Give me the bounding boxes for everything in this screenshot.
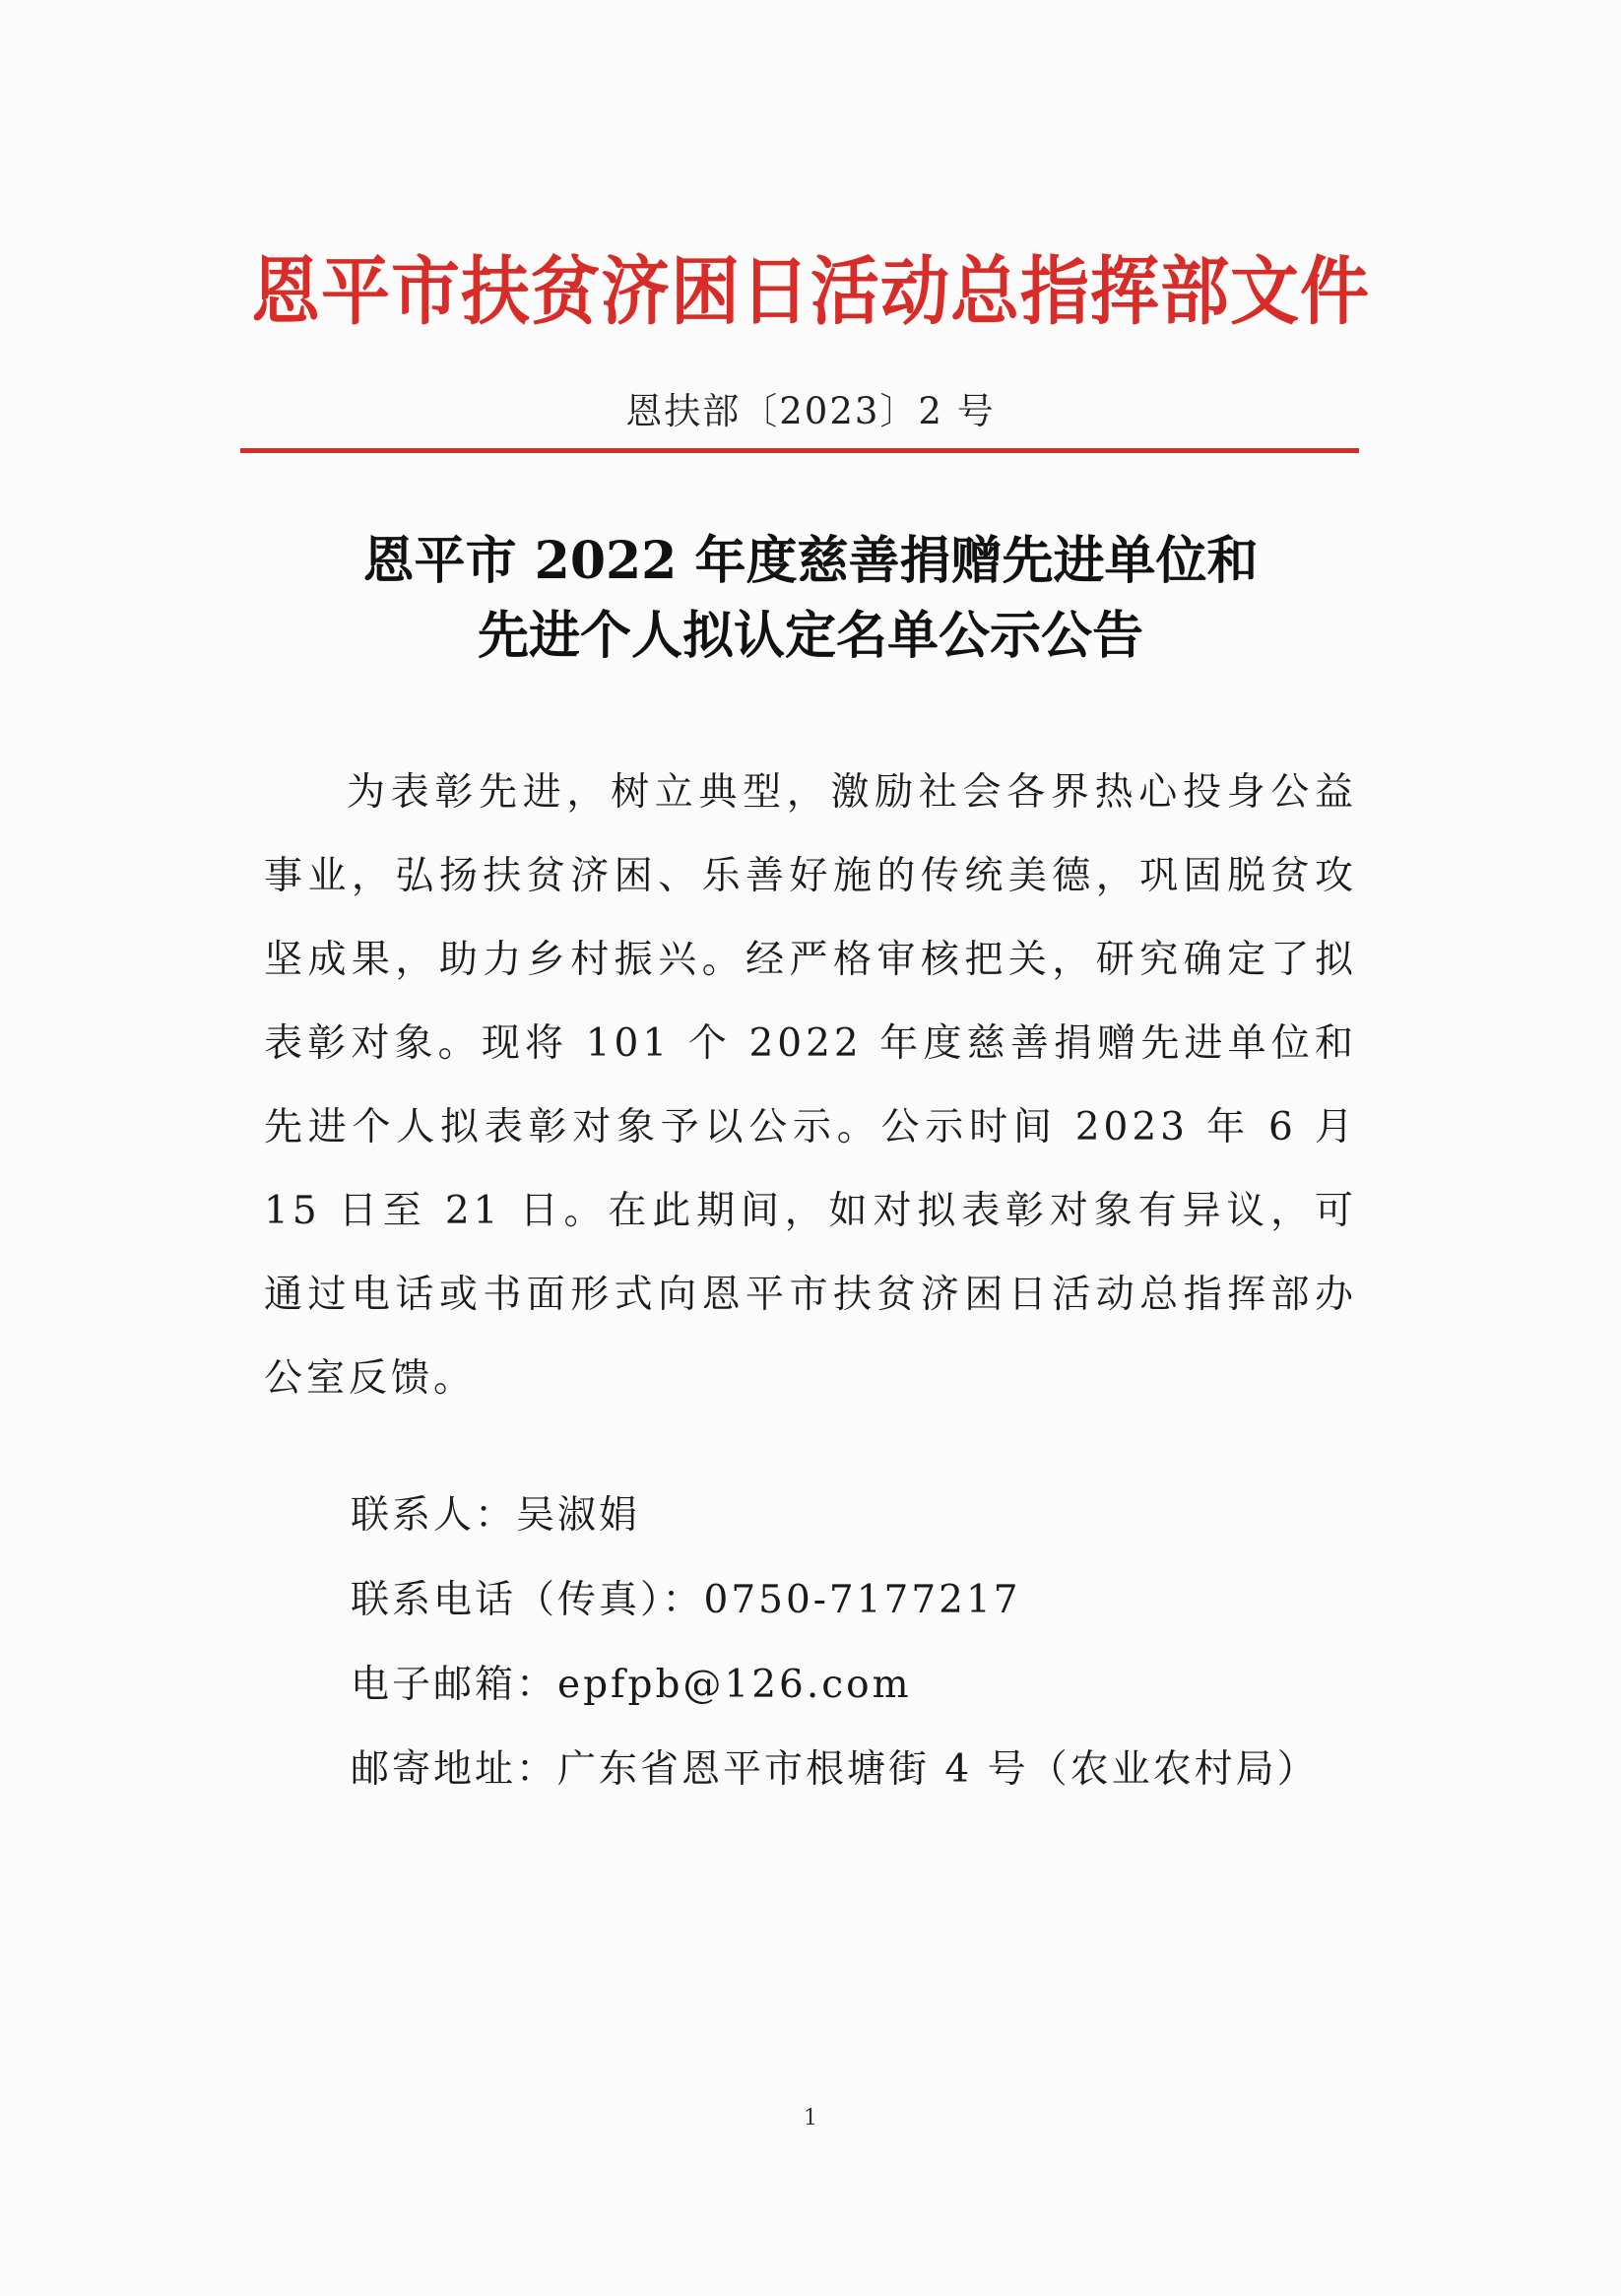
contact-phone: 联系电话（传真）：0750-7177217 (351, 1578, 1021, 1622)
letterhead-title: 恩平市扶贫济困日活动总指挥部文件 (251, 247, 1370, 336)
contact-address: 邮寄地址：广东省恩平市根塘街 4 号（农业农村局） (351, 1747, 1319, 1792)
body-paragraph: 为表彰先进，树立典型，激励社会各界热心投身公益事业，弘扬扶贫济困、乐善好施的传统美德，巩固脱贫攻坚成果，助力乡村振兴。经严格审核把关，研究确定了拟表彰对象。现将 101 个 2022 年度慈善捐赠先进单位和先进个人拟表彰对象予以公示。公示时间 2023 年 6 月 15 日至 21 日。在此期间，如对拟表彰对象有异议，可通过电话或书面形式向恩平市扶贫济困日活动总指挥部办公室反馈。 (264, 770, 1357, 1401)
contact-block (351, 1474, 1335, 1812)
document-number: 恩扶部〔2023〕2 号 (625, 390, 996, 432)
letterhead-red-rule (240, 448, 1359, 453)
title-line-1: 恩平市 2022 年度慈善捐赠先进单位和 (362, 531, 1259, 591)
document-title (0, 524, 1621, 674)
contact-person: 联系人：吴淑娟 (351, 1493, 641, 1538)
page-number: 1 (804, 2106, 817, 2131)
title-line-2: 先进个人拟认定名单公示公告 (477, 606, 1143, 666)
contact-email: 电子邮箱：epfpb@126.com (351, 1663, 912, 1707)
